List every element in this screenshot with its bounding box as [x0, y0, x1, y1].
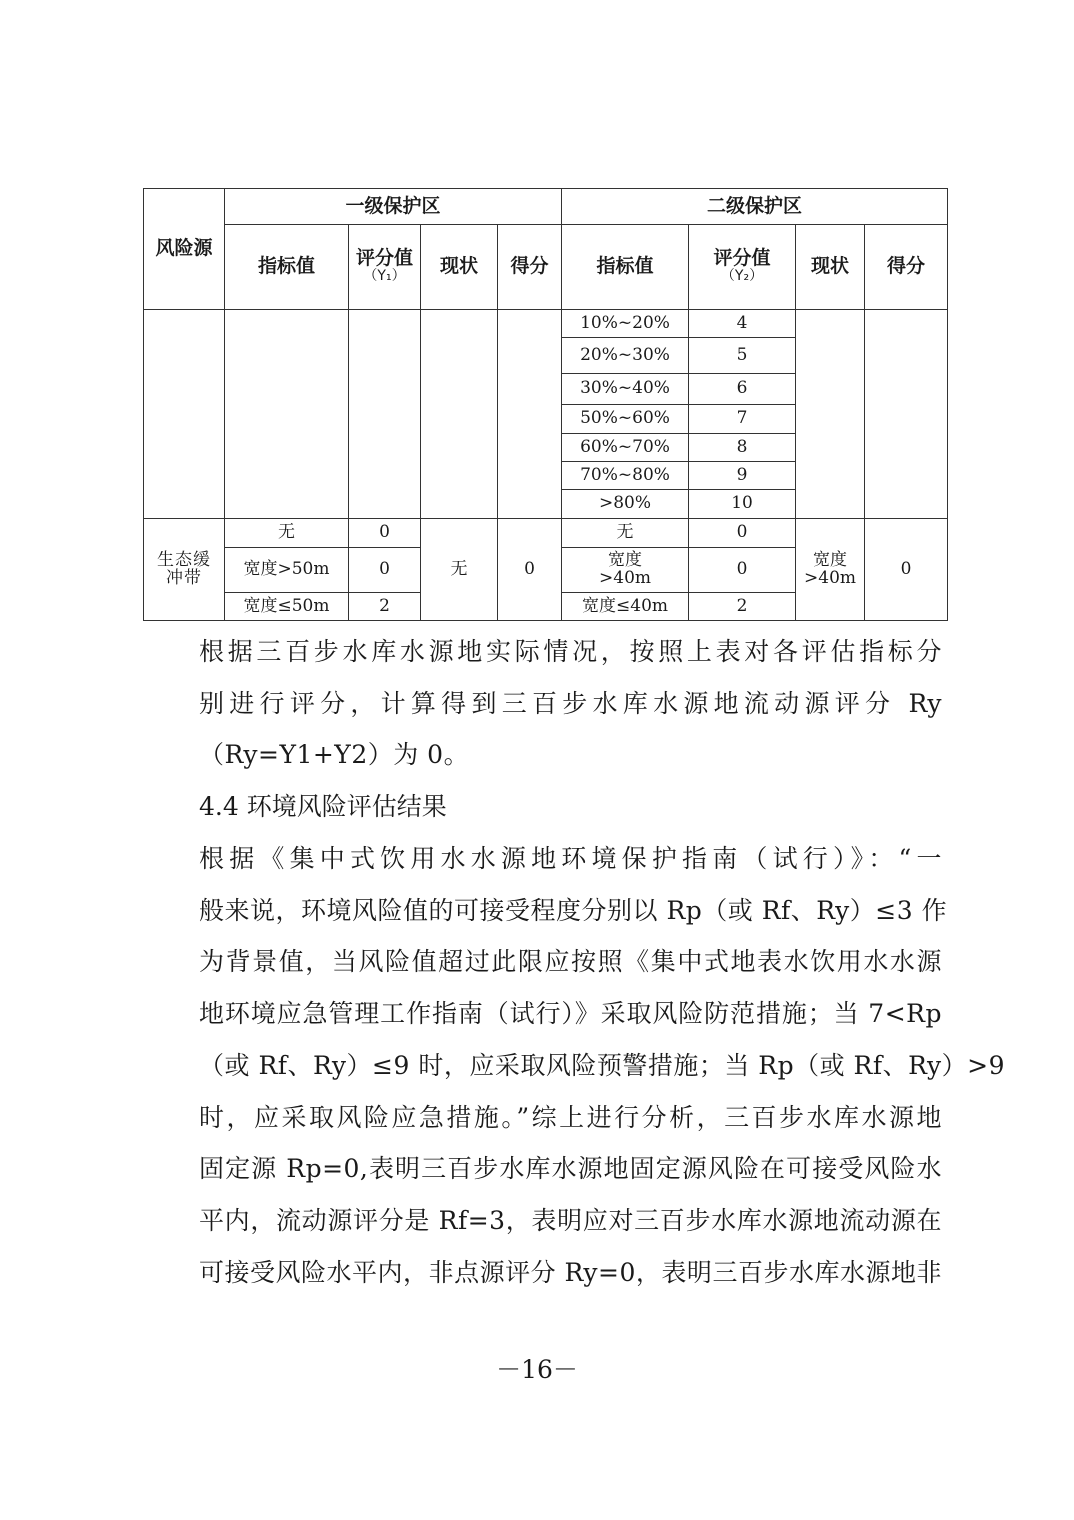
z2-value-cell: 10: [689, 490, 796, 519]
header-z1-score-value: [349, 225, 421, 310]
text-line: 别进行评分，计算得到三百步水库水源地流动源评分 Ry: [199, 688, 942, 718]
header-z1-status: 现状: [421, 225, 498, 310]
text-line: 为背景值，当风险值超过此限应按照《集中式地表水饮用水水源: [199, 947, 942, 977]
header-z2-status: 现状: [796, 225, 865, 310]
z2-value-cell: 2: [689, 593, 796, 621]
score-value-label: 评分值: [355, 247, 413, 270]
z2-indicator-cell: 无: [562, 519, 689, 548]
z2-indicator-cell: >80%: [562, 490, 689, 519]
risk-score-table: [143, 188, 948, 621]
empty-cell: [865, 310, 948, 519]
z1-value-cell: 2: [349, 593, 421, 621]
z2-indicator-cell: 50%~60%: [562, 405, 689, 434]
paragraph-flow-source-score: [147, 626, 942, 781]
header-z2-score-value: [689, 225, 796, 310]
text-line: 固定源 Rp=0,表明三百步水库水源地固定源风险在可接受风险水: [199, 1154, 942, 1184]
buffer-zone-label: 生态缓冲带: [144, 519, 225, 621]
z2-indicator-cell: 60%~70%: [562, 434, 689, 462]
header-zone2: 二级保护区: [562, 189, 948, 225]
header-risk-source: 风险源: [144, 189, 225, 310]
z1-indicator-cell: 无: [225, 519, 349, 548]
z1-indicator-cell: 宽度≤50m: [225, 593, 349, 621]
empty-cell: [144, 310, 225, 519]
z1-indicator-cell: 宽度>50m: [225, 548, 349, 593]
empty-cell: [796, 310, 865, 519]
header-z2-score: 得分: [865, 225, 948, 310]
z1-score-cell: 0: [498, 519, 562, 621]
text-line: 可接受风险水平内，非点源评分 Ry=0，表明三百步水库水源地非: [199, 1257, 942, 1287]
z2-indicator-cell: 宽度≤40m: [562, 593, 689, 621]
z2-value-cell: 7: [689, 405, 796, 434]
text-line: 般来说，环境风险值的可接受程度分别以 Rp（或 Rf、Ry）≤3 作: [199, 895, 948, 925]
z2-status-cell: 宽度 >40m: [796, 519, 865, 621]
empty-cell: [349, 310, 421, 519]
text-line: （或 Rf、Ry）≤9 时，应采取风险预警措施；当 Rp（或 Rf、Ry）>9: [199, 1050, 1005, 1080]
text-line: 根据三百步水库水源地实际情况，按照上表对各评估指标分: [199, 637, 942, 666]
z2-value-cell: 4: [689, 310, 796, 338]
text-line: （Ry=Y1+Y2）为 0。: [199, 740, 470, 770]
z1-status-cell: 无: [421, 519, 498, 621]
text-line: 地环境应急管理工作指南（试行）》采取风险防范措施；当 7<Rp: [199, 999, 942, 1029]
header-zone1: 一级保护区: [225, 189, 562, 225]
z2-indicator-cell: 20%~30%: [562, 338, 689, 374]
paragraph-risk-assessment: [147, 833, 1005, 1298]
text-line: 平内，流动源评分是 Rf=3，表明应对三百步水库水源地流动源在: [199, 1205, 942, 1235]
text-line: 时，应采取风险应急措施。”综上进行分析，三百步水库水源地: [199, 1102, 942, 1132]
z2-value-cell: 0: [689, 548, 796, 593]
y2-label: （Y₂）: [720, 268, 764, 285]
text-line: 根据《集中式饮用水水源地环境保护指南（试行）》：“一: [199, 844, 942, 873]
empty-cell: [498, 310, 562, 519]
z2-score-cell: 0: [865, 519, 948, 621]
header-z1-indicator: 指标值: [225, 225, 349, 310]
z2-value-cell: 9: [689, 462, 796, 490]
header-z2-indicator: 指标值: [562, 225, 689, 310]
z1-value-cell: 0: [349, 519, 421, 548]
score-value-label: 评分值: [713, 247, 771, 270]
z2-indicator-cell: 宽度 >40m: [562, 548, 689, 593]
z2-indicator-cell: 70%~80%: [562, 462, 689, 490]
empty-cell: [225, 310, 349, 519]
section-heading: 4.4 环境风险评估结果: [199, 792, 447, 821]
z1-value-cell: 0: [349, 548, 421, 593]
z2-value-cell: 8: [689, 434, 796, 462]
z2-value-cell: 0: [689, 519, 796, 548]
y1-label: （Y₁）: [363, 268, 406, 285]
z2-indicator-cell: 10%~20%: [562, 310, 689, 338]
z2-value-cell: 5: [689, 338, 796, 374]
empty-cell: [421, 310, 498, 519]
header-z1-score: 得分: [498, 225, 562, 310]
page-number: －16－: [496, 1355, 578, 1384]
z2-value-cell: 6: [689, 374, 796, 405]
z2-indicator-cell: 30%~40%: [562, 374, 689, 405]
